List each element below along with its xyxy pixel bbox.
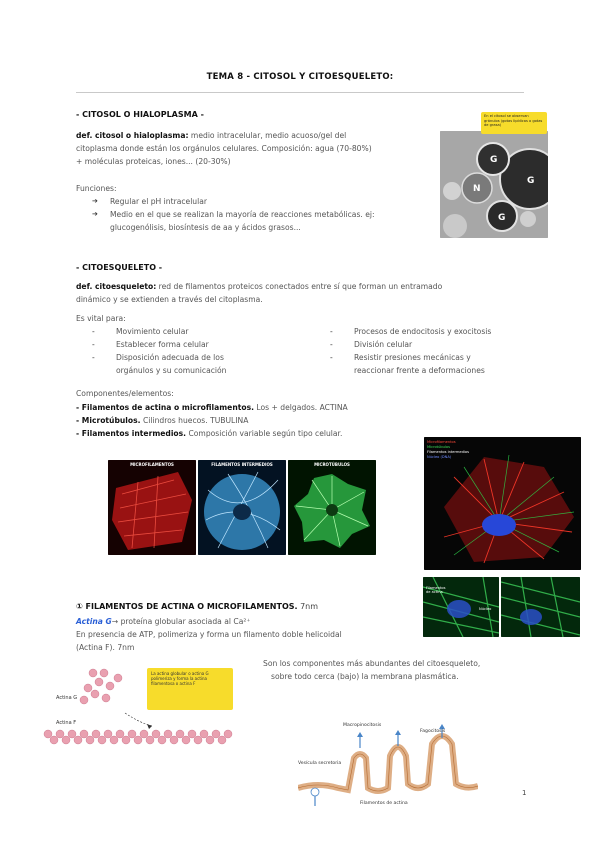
list-item: - División celular xyxy=(330,338,540,351)
microtubules-svg xyxy=(288,460,376,555)
microfilaments-svg xyxy=(108,460,196,555)
vital-label: Es vital para: xyxy=(76,314,126,323)
componentes-list xyxy=(76,401,436,440)
citoesqueleto-definition xyxy=(76,280,536,306)
granule-label: G xyxy=(527,176,535,186)
title-divider xyxy=(76,92,524,93)
legend-item: Filamentos intermedios xyxy=(427,450,469,454)
actin-polymer-diagram xyxy=(40,668,240,748)
list-item: - Resistir presiones mecánicas y xyxy=(330,351,540,364)
page-title: TEMA 8 - CITOSOL Y CITOESQUELETO: xyxy=(206,72,394,82)
actina-f-label: Actina F xyxy=(56,720,77,726)
actina-note xyxy=(263,657,563,683)
citosol-def-term: def. citosol o hialoplasma: xyxy=(76,131,189,140)
list-item: - Filamentos intermedios. Composición variable según tipo celular. xyxy=(76,429,343,438)
actin-label: Filamentos de actina xyxy=(426,586,446,594)
list-item: orgánulos y su comunicación xyxy=(116,366,227,375)
legend-item: Núcleo (DNA) xyxy=(427,455,452,459)
citoesqueleto-def-term: def. citoesqueleto: xyxy=(76,282,157,291)
actin-micrograph-left xyxy=(423,577,499,637)
citoesqueleto-def-line1: red de filamentos proteicos conectados entre sí que forman un entramado xyxy=(156,282,443,291)
list-item: - Disposición adecuada de los xyxy=(92,351,282,364)
cytoskeleton-fluorescence-image xyxy=(424,437,581,570)
diagram-label: Filamentos de actina xyxy=(360,801,408,806)
caption: FILAMENTOS INTERMEDIOS xyxy=(211,462,273,467)
micrograph-note: En el citosol se observan gránulos (gotas lipídicas o gotas de grasa) xyxy=(481,112,547,134)
actina-heading: ① FILAMENTOS DE ACTINA O MICROFILAMENTOS. 7nm xyxy=(76,602,319,611)
citoesqueleto-heading: - CITOESQUELETO - xyxy=(76,263,163,272)
granule-label: G xyxy=(498,213,506,223)
list-item: glucogenólisis, biosíntesis de aa y ácidos grasos... xyxy=(110,223,301,232)
actina-text xyxy=(76,615,426,654)
actina-g-desc: → proteína globular asociada al Ca²⁺ xyxy=(111,617,251,626)
actina-g-label: Actina G xyxy=(56,695,78,701)
legend-item: Microtúbulos xyxy=(427,445,450,449)
page-number: 1 xyxy=(522,789,527,797)
diagram-label: Macropinocitosis xyxy=(343,723,382,728)
nucleus-label: Núcleo xyxy=(479,607,492,611)
microtubules-image xyxy=(288,460,376,555)
diagram-label: Fagocitosis xyxy=(420,729,446,734)
list-item: - Procesos de endocitosis y exocitosis xyxy=(330,325,540,338)
caption: MICROTÚBULOS xyxy=(314,462,350,467)
citosol-def-line1: medio intracelular, medio acuoso/gel del xyxy=(188,131,347,140)
actin-micrograph-right xyxy=(501,577,580,637)
list-item: - Microtúbulos. Cilindros huecos. TUBULINA xyxy=(76,416,249,425)
legend-item: Microfilamentos xyxy=(427,440,456,444)
actin-callout: La actina globular o actina G polimeriza y forma la actina filamentosa o actina F xyxy=(147,668,233,710)
funciones-label: Funciones: xyxy=(76,184,117,193)
microfilaments-image xyxy=(108,460,196,555)
citosol-definition xyxy=(76,129,436,168)
list-item: reaccionar frente a deformaciones xyxy=(354,366,485,375)
actina-line2: En presencia de ATP, polimeriza y forma un filamento doble helicoidal xyxy=(76,630,342,639)
intermediate-filaments-svg xyxy=(198,460,286,555)
diagram-label: Vesícula secretoria xyxy=(298,761,342,766)
actina-line3: (Actina F). 7nm xyxy=(76,643,135,652)
fluor-legend xyxy=(427,440,469,460)
actina-g-term: Actina G xyxy=(76,617,112,626)
membrane-diagram xyxy=(298,718,478,808)
componentes-label: Componentes/elementos: xyxy=(76,389,174,398)
citosol-def-line3: + moléculas proteicas, iones... (20-30%) xyxy=(76,157,231,166)
funciones-list xyxy=(92,195,432,234)
note-line2: sobre todo cerca (bajo) la membrana plasmática. xyxy=(271,672,459,681)
list-item: ➔ Medio en el que se realizan la mayoría de reacciones metabólicas. ej: xyxy=(92,208,432,221)
list-item: ➔ Regular el pH intracelular xyxy=(92,195,432,208)
nucleus-label: N xyxy=(473,184,481,194)
citosol-micrograph xyxy=(440,131,548,238)
micrograph-svg xyxy=(440,131,548,238)
caption: MICROFILAMENTOS xyxy=(130,462,174,467)
list-item: - Filamentos de actina o microfilamentos. Los + delgados. ACTINA xyxy=(76,403,348,412)
vital-list-right xyxy=(330,325,540,377)
actin-right-svg xyxy=(501,577,580,637)
citoesqueleto-def-line2: dinámico y se extienden a través del citoplasma. xyxy=(76,295,263,304)
list-item: - Establecer forma celular xyxy=(92,338,282,351)
citosol-def-line2: citoplasma donde están los orgánulos celulares. Composición: agua (70-80%) xyxy=(76,144,372,153)
granule-label: G xyxy=(490,155,498,165)
list-item: - Movimiento celular xyxy=(92,325,282,338)
citosol-heading: - CITOSOL O HIALOPLASMA - xyxy=(76,110,204,119)
intermediate-filaments-image xyxy=(198,460,286,555)
vital-list-left xyxy=(92,325,282,377)
note-line1: Son los componentes más abundantes del citoesqueleto, xyxy=(263,659,481,668)
